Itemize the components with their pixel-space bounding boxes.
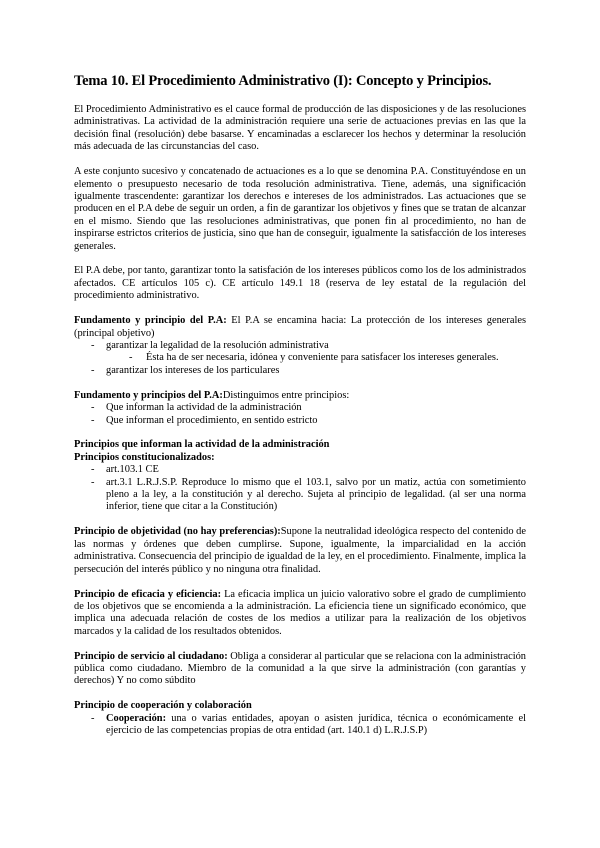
- list-item: [74, 713, 526, 738]
- principios-list: [74, 464, 526, 514]
- eficacia-paragraph: [74, 589, 526, 639]
- list-item: - Que informan la actividad de la administración: [74, 402, 526, 414]
- list-item: - garantizar los intereses de los particulares: [74, 365, 526, 377]
- list-item: - garantizar la legalidad de la resolución administrativa: [74, 340, 526, 352]
- cooperacion-text: una o varias entidades, apoyan o asisten jurídica, técnica o económicamente el ejercicio de las competencias propias de otra entidad (art. 140.1 d) L.R.J.S.P): [106, 712, 526, 737]
- paragraph-intro: El Procedimiento Administrativo es el cauce formal de producción de las disposiciones y de las resoluciones administrativas. La actividad de la administración requiere una serie de actuaciones previas en las que la decisión final (resolución) debe basarse. Y encaminadas a esclarecer los hechos y determinar la resolución más adecuada de las circunstancias del caso.: [74, 104, 526, 153]
- paragraph-definition: A este conjunto sucesivo y concatenado de actuaciones es a lo que se denomina P.A. Constituyéndose en un elemento o presupuesto necesario de toda resolución administrativa. Tiene, además, una significación igualmente trascendente: garantizar los derechos e intereses de los administrados. Las actuaciones que se producen en el P.A debe de seguir un orden, a fin de garantizar los objetivos y fines que se tratan de alcanzar en el mismo. Siendo que las resoluciones administrativas, que ponen fin al procedimiento, no han de inspirarse estrictos criterios de justicia, sino que han de conseguir, igualmente la satisfacción de los intereses generales.: [74, 166, 526, 252]
- fundamento-list: [74, 340, 526, 377]
- objetividad-heading: Principio de objetividad (no hay preferencias):: [74, 526, 281, 538]
- principios-heading: Principios que informan la actividad de la administración: [74, 439, 330, 451]
- fundamento2-list: [74, 402, 526, 427]
- fundamento2-heading: Fundamento y principios del P.A:: [74, 389, 223, 401]
- fundamento-heading: Fundamento y principio del P.A:: [74, 315, 227, 327]
- cooperacion-list: [74, 713, 526, 738]
- document-body: [74, 72, 526, 738]
- cooperacion-label: Cooperación:: [106, 712, 167, 724]
- list-item: - art.3.1 L.R.J.S.P. Reproduce lo mismo que el 103.1, salvo por un matiz, actúa con sometimiento pleno a la ley, a la constitución y al derecho. Sujeta al principio de legalidad. (al ser una norma inferior, tiene que citar a la Constitución): [74, 477, 526, 514]
- objetividad-text: Supone la neutralidad ideológica respecto del contenido de las normas y órdenes que deben cumplirse. Supone, igualmente, la imparcialidad en la acción administrativa. Consecuencia del principio de igualdad de la ley, en el procedimiento. Finalmente, implica la persecución del interés público y no ninguna otra finalidad.: [74, 526, 526, 575]
- eficacia-heading: Principio de eficacia y eficiencia:: [74, 588, 222, 600]
- fundamento2-paragraph: [74, 390, 526, 402]
- list-item: - Que informan el procedimiento, en sentido estricto: [74, 415, 526, 427]
- objetividad-paragraph: [74, 526, 526, 576]
- fundamento-paragraph: [74, 315, 526, 340]
- fundamento2-text: Distinguimos entre principios:: [222, 389, 350, 401]
- list-subitem: - Ésta ha de ser necesaria, idónea y conveniente para satisfacer los intereses generales.: [74, 352, 526, 364]
- servicio-paragraph: [74, 651, 526, 688]
- paragraph-garantias: El P.A debe, por tanto, garantizar tonto la satisfación de los intereses públicos como los de los administrados afectados. CE artículos 105 c). CE artículo 149.1 18 (reserva de ley estatal de la regulación del procedimiento administrativo.: [74, 265, 526, 302]
- page-title: Tema 10. El Procedimiento Administrativo (I): Concepto y Principios.: [74, 73, 492, 89]
- eficacia-text: La eficacia implica un juicio valorativo sobre el grado de cumplimiento de los objetivos que se encomienda a la administración. La eficiencia tiene un significado económico, que implica una adecuada relación de costes de los medios a utilizar para la realización de los objetivos marcados y la calidad de los resultados obtenidos.: [74, 588, 526, 637]
- list-item: - art.103.1 CE: [74, 464, 526, 476]
- servicio-text: Obliga a considerar al particular que se relaciona con la administración pública como ciudadano. Miembro de la comunidad a la que sirve la administración (con garantías y derechos) Y no como súbdito: [74, 650, 526, 687]
- fundamento-text: El P.A se encamina hacia: La protección de los intereses generales (principal objetivo): [74, 315, 526, 339]
- cooperacion-heading: Principio de cooperación y colaboración: [74, 700, 252, 712]
- servicio-heading: Principio de servicio al ciudadano:: [74, 650, 228, 662]
- principios-constitucionales-heading: Principios constitucionalizados:: [74, 451, 215, 463]
